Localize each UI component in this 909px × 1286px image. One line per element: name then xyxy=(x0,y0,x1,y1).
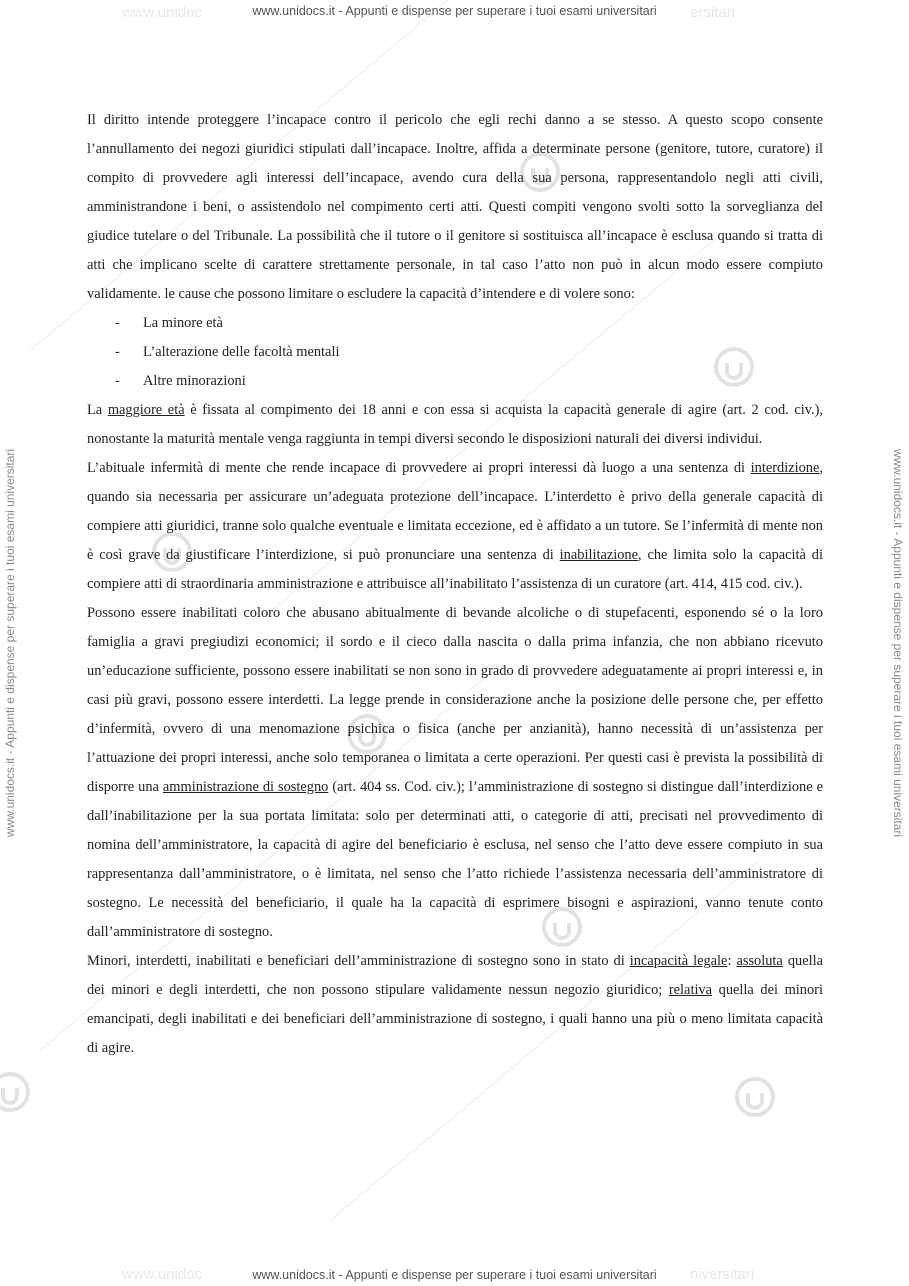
paragraph-4 xyxy=(87,599,823,947)
causes-list xyxy=(87,309,823,396)
text: , che limita solo la capacità di compiere atti di straordinaria amministrazione e attribuisce all’inabilitato l’assistenza di un curatore (art. 414, 415 cod. civ.). xyxy=(87,547,823,592)
paragraph-5 xyxy=(87,947,823,1063)
term-relativa: relativa xyxy=(668,982,713,998)
list-item: - Altre minorazioni xyxy=(87,367,823,396)
watermark-ghost-text: niversitari xyxy=(690,1266,755,1283)
paragraph-1: Il diritto intende proteggere l’incapace contro il pericolo che egli rechi danno a se stesso. A questo scopo consente l’annullamento dei negozi giuridici stipulati dall’incapace. Inoltre, affida a determinate persone (genitore, tutore, curatore) il compito di provvedere agli interessi dell’incapace, avendo cura della sua persona, rappresentandolo negli atti civili, amministrandone i beni, o assistendolo nel compimento certi atti. Questi compiti vengono svolti sotto la sorveglianza del giudice tutelare o del Tribunale. La possibilità che il tutore o il genitore si sostituisca all’incapace è esclusa quando si tratta di atti che implicano scelte di carattere strettamente personale, in tal caso l’atto non può in alcun modo essere compiuto validamente. le cause che possono limitare o escludere la capacità d’intendere e di volere sono: xyxy=(87,112,823,302)
term-maggiore-eta: maggiore età xyxy=(107,402,185,418)
watermark-side-right: www.unidocs.it - Appunti e dispense per superare i tuoi esami universitari xyxy=(891,448,905,838)
text: (art. 404 ss. Cod. civ.); l’amministrazione di sostegno si distingue dall’interdizione e dall’inabilitazione per la sua portata limitata: solo per determinati atti, o categorie di atti, precisati nel provvedimento di nomina dell’amministratore, la capacità di agire del beneficiario è esclusa, nel senso che l’atto deve essere compiuto in sua rappresentanza dall’amministratore, o è limitata, nel senso che l’atto richiede l’assistenza necessaria dell’amministratore di sostegno. Le necessità del beneficiario, il quale ha la capacità di esprimere bisogni e aspirazioni, vanno tenute conto dall’amministratore di sostegno. xyxy=(87,779,823,940)
list-item: - La minore età xyxy=(87,309,823,338)
text: , quando sia necessaria per assicurare un’adeguata protezione dell’incapace. L’interdetto è privo della generale capacità di compiere atti giuridici, tranne solo qualche eventuale e limitata eccezione, ed è affidato a un tutore. Se l’infermità di mente non è così grave da giustificare l’interdizione, si può pronunciare una sentenza di xyxy=(87,460,823,563)
text: Possono essere inabilitati coloro che abusano abitualmente di bevande alcoliche o di stupefacenti, esponendo sé o la loro famiglia a gravi pregiudizi economici; il sordo e il cieco dalla nascita o dalla prima infanzia, che non abbiano ricevuto un’educazione sufficiente, possono essere inabilitati se non sono in grado di provvedere adeguatamente ai propri interessi e, in casi più gravi, possono essere interdetti. La legge prende in considerazione anche la posizione delle persone che, per effetto d’infermità, ovvero di una menomazione psichica o fisica (anche per anzianità), hanno necessità di un’assistenza per l’attuazione dei propri interessi, anche solo temporanea o limitata a certe operazioni. Per questi casi è prevista la possibilità di disporre una xyxy=(87,605,823,795)
text: quella dei minori emancipati, degli inabilitati e dei beneficiari dell’amministrazione di sostegno, i quali hanno una più o meno limitata capacità di agire. xyxy=(87,982,823,1056)
text: Minori, interdetti, inabilitati e beneficiari dell’amministrazione di sostegno sono in stato di xyxy=(87,953,630,969)
paragraph-2 xyxy=(87,396,823,454)
text: L’abituale infermità di mente che rende incapace di provvedere ai propri interessi dà luogo a una sentenza di xyxy=(87,460,751,476)
watermark-ghost-text: ersitari xyxy=(690,4,736,21)
document-body xyxy=(87,106,823,1063)
paragraph-3 xyxy=(87,454,823,599)
term-inabilitazione: inabilitazione xyxy=(559,547,638,563)
watermark-header: www.unidocs.it - Appunti e dispense per superare i tuoi esami universitari xyxy=(252,4,657,18)
text: : xyxy=(727,953,737,969)
list-item: - L’alterazione delle facoltà mentali xyxy=(87,338,823,367)
text: è fissata al compimento dei 18 anni e con essa si acquista la capacità generale di agire (art. 2 cod. civ.), nonostante la maturità mentale venga raggiunta in tempi diversi secondo le disposizioni naturali dei diversi individui. xyxy=(87,402,824,447)
text: quella dei minori e degli interdetti, che non possono stipulare validamente nessun negozio giuridico; xyxy=(87,953,823,998)
unidocs-logo-icon xyxy=(733,1075,777,1119)
term-amministrazione-di-sostegno: amministrazione di sostegno xyxy=(162,779,329,795)
watermark-footer: www.unidocs.it - Appunti e dispense per superare i tuoi esami universitari xyxy=(252,1268,657,1282)
term-assoluta: assoluta xyxy=(736,953,783,969)
watermark-side-left: www.unidocs.it - Appunti e dispense per superare i tuoi esami universitari xyxy=(3,448,17,838)
text: La xyxy=(87,402,108,418)
term-interdizione: interdizione xyxy=(750,460,820,476)
term-incapacita-legale: incapacità legale xyxy=(629,953,728,969)
watermark-ghost-text: www.unidoc xyxy=(122,1266,203,1283)
unidocs-logo-icon xyxy=(0,1070,32,1114)
watermark-ghost-text: www.unidoc xyxy=(122,4,203,21)
